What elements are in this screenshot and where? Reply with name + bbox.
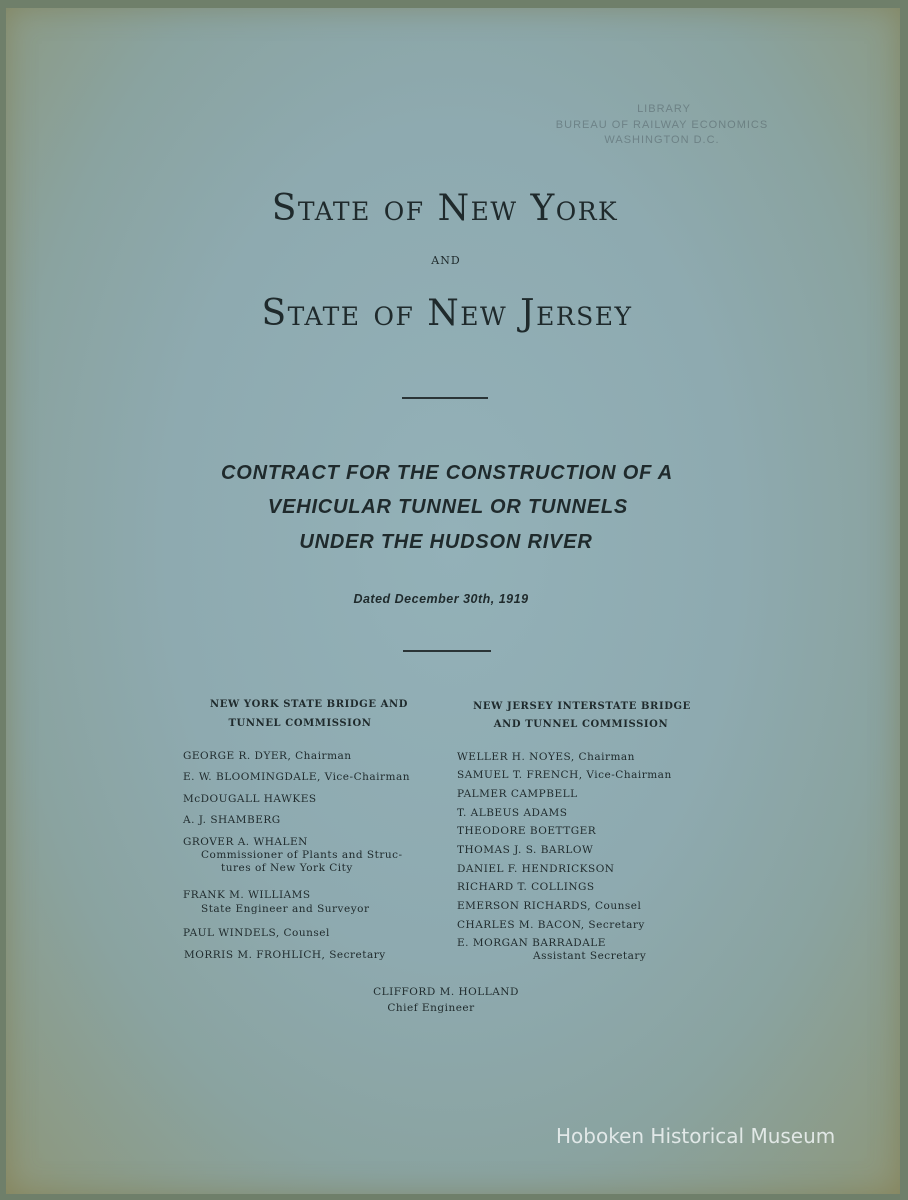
nj-member: CHARLES M. BACON, Secretary (457, 919, 645, 931)
nj-member: PALMER CAMPBELL (457, 788, 578, 800)
ny-commission-header: TUNNEL COMMISSION (228, 718, 372, 729)
ny-commission-header: NEW YORK STATE BRIDGE AND (209, 699, 409, 710)
nj-member: EMERSON RICHARDS, Counsel (457, 900, 642, 912)
library-stamp-line1: LIBRARY (637, 103, 691, 115)
chief-engineer-role: Chief Engineer (387, 1002, 475, 1014)
contract-line1: CONTRACT FOR THE CONSTRUCTION OF A (221, 462, 673, 484)
nj-member: WELLER H. NOYES, Chairman (457, 751, 635, 763)
ny-member-role: State Engineer and Surveyor (201, 903, 370, 915)
nj-member-role: Assistant Secretary (533, 950, 647, 962)
divider (403, 650, 491, 652)
title-line2: State of New Jersey (261, 293, 633, 334)
library-stamp-line3: WASHINGTON D.C. (604, 134, 720, 146)
nj-member: E. MORGAN BARRADALE (457, 937, 606, 949)
ny-member-role: Commissioner of Plants and Struc- (201, 849, 403, 861)
ny-member: A. J. SHAMBERG (183, 814, 281, 826)
nj-member: T. ALBEUS ADAMS (457, 807, 568, 819)
ny-member: E. W. BLOOMINGDALE, Vice-Chairman (183, 771, 410, 783)
ny-member: PAUL WINDELS, Counsel (183, 927, 330, 939)
ny-member-role: tures of New York City (221, 862, 353, 874)
nj-member: DANIEL F. HENDRICKSON (457, 863, 615, 875)
ny-member: GROVER A. WHALEN (183, 836, 308, 848)
title-conjunction: and (431, 250, 461, 268)
ny-member: MORRIS M. FROHLICH, Secretary (184, 949, 386, 961)
ny-member: GEORGE R. DYER, Chairman (183, 750, 352, 762)
nj-commission-header: AND TUNNEL COMMISSION (493, 719, 669, 730)
museum-watermark: Hoboken Historical Museum (556, 1124, 836, 1148)
divider (402, 397, 488, 399)
library-stamp-line2: BUREAU OF RAILWAY ECONOMICS (555, 119, 769, 131)
contract-line3: UNDER THE HUDSON RIVER (299, 531, 593, 553)
chief-engineer-name: CLIFFORD M. HOLLAND (373, 986, 519, 998)
nj-member: SAMUEL T. FRENCH, Vice-Chairman (457, 769, 672, 781)
title-line1: State of New York (271, 188, 619, 229)
ny-member: FRANK M. WILLIAMS (183, 889, 311, 901)
date-line: Dated December 30th, 1919 (353, 592, 529, 606)
ny-member: McDOUGALL HAWKES (183, 793, 317, 805)
nj-member: THOMAS J. S. BARLOW (457, 844, 594, 856)
nj-commission-header: NEW JERSEY INTERSTATE BRIDGE (473, 701, 691, 712)
nj-member: THEODORE BOETTGER (457, 825, 597, 837)
contract-line2: VEHICULAR TUNNEL OR TUNNELS (267, 496, 629, 518)
nj-member: RICHARD T. COLLINGS (457, 881, 595, 893)
